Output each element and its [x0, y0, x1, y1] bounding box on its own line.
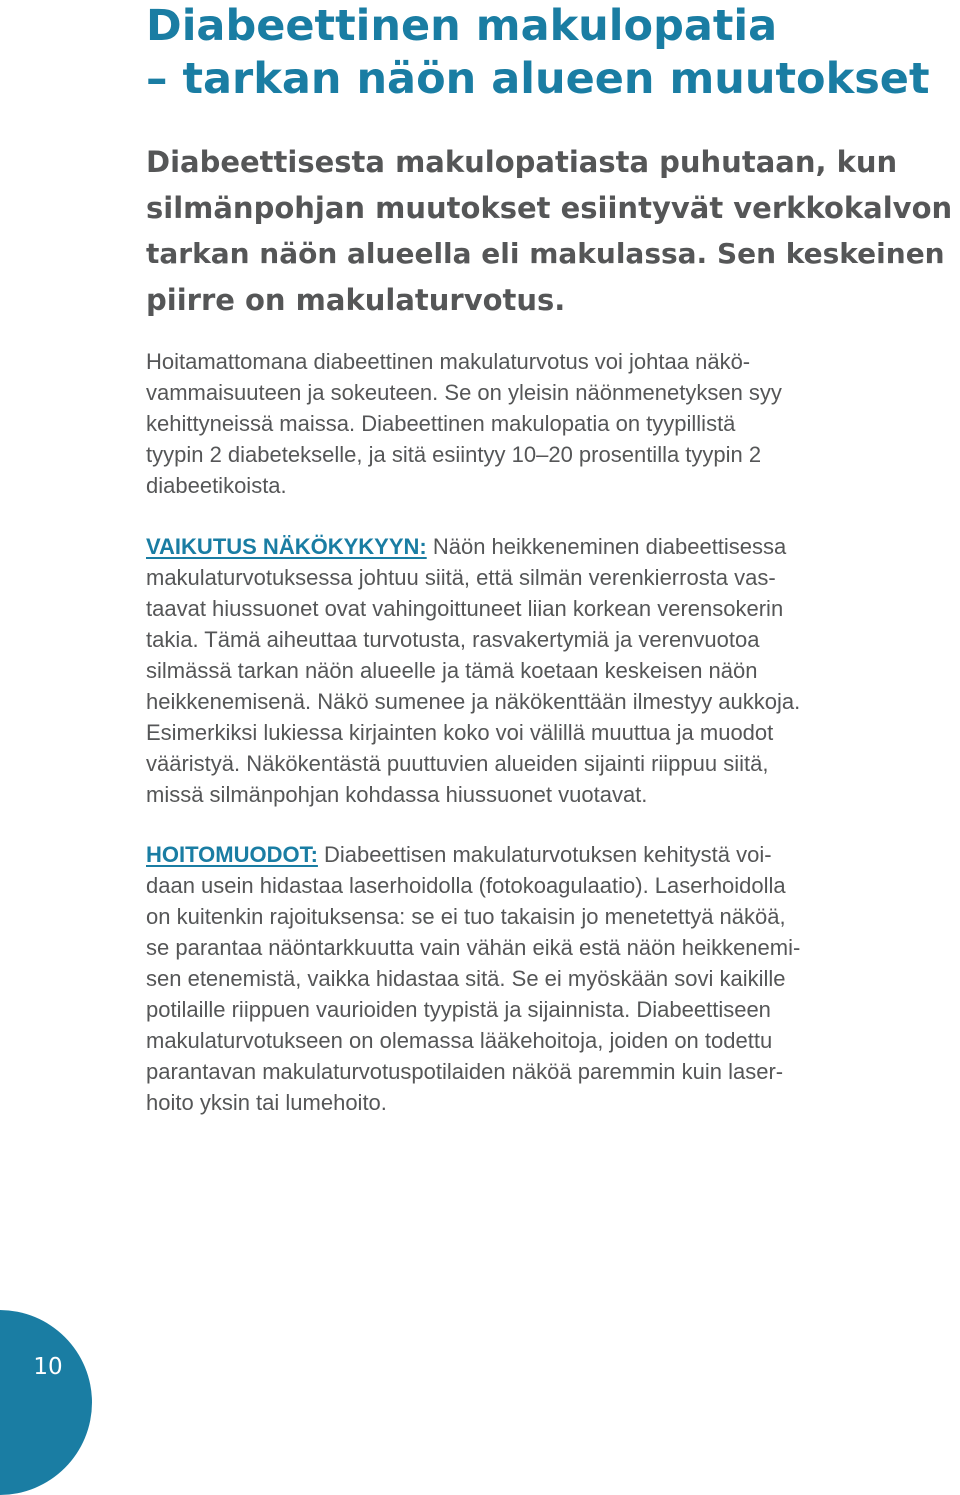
paragraph-line: Hoitamattomana diabeettinen makulaturvotus voi johtaa näkö- [146, 349, 751, 374]
title-line: Diabeettinen makulopatia [146, 1, 778, 51]
lead-line: tarkan näön alueella eli makulassa. Sen keskeinen [146, 237, 945, 270]
paragraph-line: heikkenemisenä. Näkö sumenee ja näkökenttään ilmestyy aukkoja. [146, 689, 801, 714]
paragraph-line: se parantaa näöntarkkuutta vain vähän eikä estä näön heikkenemi- [146, 935, 801, 960]
page-number: 10 [33, 1354, 63, 1380]
paragraph-line: silmässä tarkan näön alueelle ja tämä koetaan keskeisen näön [146, 658, 758, 683]
paragraph-line: sen etenemistä, vaikka hidastaa sitä. Se ei myöskään sovi kaikille [146, 966, 786, 991]
paragraph-line: diabeetikoista. [146, 473, 287, 498]
page-number-badge [0, 1310, 92, 1495]
paragraph-line: vääristyä. Näkökentästä puuttuvien alueiden sijainti riippuu siitä, [146, 751, 769, 776]
paragraph-line: taavat hiussuonet ovat vahingoittuneet liian korkean verensokerin [146, 596, 784, 621]
body-paragraph-treatments [146, 839, 946, 1118]
paragraph-line-rest: Diabeettisen makulaturvotuksen kehitystä voi- [317, 842, 772, 867]
paragraph-line: vammaisuuteen ja sokeuteen. Se on yleisin näönmenetyksen syy [146, 380, 782, 405]
lead-line: piirre on makulaturvotus. [146, 283, 566, 317]
paragraph-line: makulaturvotuksessa johtuu siitä, että silmän verenkierrosta vas- [146, 565, 776, 590]
paragraph-line: parantavan makulaturvotuspotilaiden näköä paremmin kuin laser- [146, 1059, 784, 1084]
lead-paragraph [146, 139, 953, 323]
lead-line: silmänpohjan muutokset esiintyvät verkkokalvon [146, 191, 953, 225]
paragraph-line: missä silmänpohjan kohdassa hiussuonet vuotavat. [146, 782, 648, 807]
page-title [146, 0, 930, 106]
paragraph-line: kehittyneissä maissa. Diabeettinen makulopatia on tyypillistä [146, 411, 736, 436]
body-paragraph-intro [146, 346, 946, 501]
paragraph-line: Esimerkiksi lukiessa kirjainten koko voi välillä muuttua ja muodot [146, 720, 774, 745]
paragraph-line: potilaille riippuen vaurioiden tyypistä ja sijainnista. Diabeettiseen [146, 997, 771, 1022]
paragraph-line: hoito yksin tai lumehoito. [146, 1090, 387, 1115]
paragraph-line: on kuitenkin rajoituksensa: se ei tuo takaisin jo menetettyä näköä, [146, 904, 786, 929]
section-keyword: HOITOMUODOT: [146, 842, 318, 867]
paragraph-line-rest: Näön heikkeneminen diabeettisessa [426, 534, 787, 559]
body-paragraph-vision-effect [146, 531, 946, 810]
paragraph-first-line [146, 531, 946, 562]
paragraph-first-line [146, 839, 946, 870]
lead-line: Diabeettisesta makulopatiasta puhutaan, kun [146, 145, 898, 179]
paragraph-line: tyypin 2 diabetekselle, ja sitä esiintyy 10–20 prosentilla tyypin 2 [146, 442, 762, 467]
paragraph-line: takia. Tämä aiheuttaa turvotusta, rasvakertymiä ja verenvuotoa [146, 627, 760, 652]
section-keyword: VAIKUTUS NÄKÖKYKYYN: [146, 534, 427, 559]
paragraph-line: makulaturvotukseen on olemassa lääkehoitoja, joiden on todettu [146, 1028, 773, 1053]
title-line: – tarkan näön alueen muutokset [146, 54, 930, 104]
paragraph-line: daan usein hidastaa laserhoidolla (fotokoagulaatio). Laserhoidolla [146, 873, 786, 898]
